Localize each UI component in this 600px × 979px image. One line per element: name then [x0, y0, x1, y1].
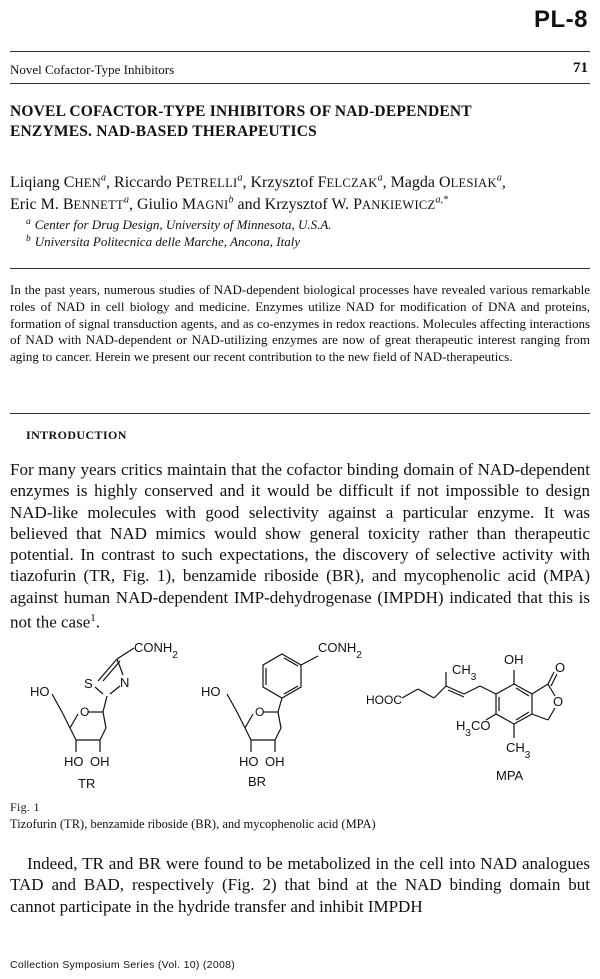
last-initial: O [439, 174, 451, 191]
br-compound-label: BR [248, 774, 267, 789]
section-heading: INTRODUCTION [26, 428, 127, 442]
br-conh2-label: $CONH_2$ [318, 640, 362, 661]
author-first-name: Krzysztof W. [264, 196, 354, 213]
last-rest: HEN [74, 176, 102, 190]
affiliation-line [26, 216, 332, 233]
author-last-name [182, 196, 229, 213]
mpa-ch3-bottom-label: $CH_3$ [506, 740, 531, 761]
header-rule-top [10, 51, 590, 52]
last-initial: P [175, 174, 185, 191]
affiliation-mark: a [377, 172, 383, 184]
running-title: Novel Cofactor-Type Inhibitors [10, 62, 175, 77]
author-first-name: Liqiang [10, 174, 64, 191]
author-conjunction: and [237, 196, 261, 213]
abstract-rule-bottom [10, 413, 590, 414]
author-last-name [64, 174, 101, 191]
tr-compound-label: TR [78, 776, 96, 791]
affiliation-mark: a [237, 172, 243, 184]
author-first-name: Eric M. [10, 196, 63, 213]
tr-n-label: N [120, 675, 130, 690]
figure-label: Fig. 1 [10, 800, 40, 814]
mpa-compound-label: MPA [496, 768, 524, 783]
tr-ho-low-label: HO [64, 754, 84, 769]
author-first-name: Krzysztof [250, 174, 318, 191]
session-badge: PL-8 [533, 6, 588, 33]
mpa-ch3-top-label: $CH_3$ [452, 662, 477, 683]
affiliation-key: b [26, 233, 31, 244]
last-initial: F [317, 174, 327, 191]
affiliation-mark: a [123, 194, 129, 206]
mpa-h3co-label: $H_3CO$ [456, 718, 491, 739]
last-initial: P [353, 196, 362, 213]
author-name [265, 196, 448, 213]
tr-ho-label: HO [30, 684, 50, 699]
author-name [114, 174, 242, 191]
author-first-name: Riccardo [114, 174, 176, 191]
last-rest: AGNI [196, 198, 229, 212]
author-name [391, 174, 502, 191]
author-name [137, 196, 234, 213]
affiliation-mark: a [101, 172, 107, 184]
author-last-name [63, 196, 124, 213]
mpa-hooc-label: HOOC [366, 693, 402, 707]
paragraph-end: . [95, 612, 100, 632]
abstract: In the past years, numerous studies of NAD-dependent biological processes have revealed various remarkable roles of NAD in cell biology and medicine. Enzymes utilize NAD for modification of DNA and proteins, formation of signal transduction agents, and as co-enzymes in redox reactions. Molecules affecting interactions of NAD with NAD-dependent or NAD-utilizing enzymes are now of great therapeutic interest ranging from aging to cancer. Herein we present our recent contribution to the new field of NAD-therapeutics. [10, 282, 590, 365]
br-oh-low-label: OH [265, 754, 285, 769]
affiliations [26, 216, 332, 250]
article-title [10, 102, 590, 142]
last-rest: ELCZAK [326, 176, 378, 190]
author-list: Liqiang CHEN$^a$, Riccardo PETRELLI$^a$, Krzysztof FELCZAK$^a$, Magda OLESIAK$^a$, Eric M. BENNETT$^a$, Giulio MAGNI$^b$ and Krzysztof W. $PANKIEWICZ^{a,*}$ [10, 172, 506, 213]
title-line: NOVEL COFACTOR-TYPE INHIBITORS OF NAD-DEPENDENT [10, 103, 472, 120]
author-last-name [176, 174, 238, 191]
page-number: 71 [573, 60, 588, 76]
author-name [10, 174, 106, 191]
paragraph-text: For many years critics maintain that the cofactor binding domain of NAD-dependent enzymes is highly conserved and it would be difficult if not impossible to design NAD-like molecules with good selectivity against a particular enzyme. It was believed that NAD mimics would show general toxicity rather than therapeutic potential. In contrast to such expectations, the discovery of selective activity with tiazofurin (TR, Fig. 1), benzamide riboside (BR), and mycophenolic acid (MPA) against human NAD-dependent IMP-dehydrogenase (IMPDH) indicated that this is not the case [10, 460, 590, 632]
last-rest: ANKIEWICZ [361, 198, 436, 212]
header-rule-bottom [10, 83, 590, 84]
body-paragraph: Indeed, TR and BR were found to be metabolized in the cell into NAD analogues TAD and BAD, respectively (Fig. 2) that bind at the NAD binding domain but cannot participate in the hydride transfer and inhibit IMPDH [10, 854, 590, 916]
figure-1-structures [20, 634, 580, 794]
last-rest: ENNETT [73, 198, 124, 212]
tr-conh2-label: $CONH_2$ [134, 640, 178, 661]
author-name [10, 196, 129, 213]
intro-paragraph [10, 459, 590, 633]
affiliation-text: Center for Drug Design, University of Minnesota, U.S.A. [34, 217, 332, 232]
title-line: ENZYMES. NAD-BASED THERAPEUTICS [10, 123, 317, 140]
last-rest: ETRELLI [184, 176, 238, 190]
affiliation-mark: a [496, 172, 502, 184]
last-initial: C [63, 174, 75, 191]
author-name [250, 174, 382, 191]
author-last-name [318, 174, 378, 191]
last-initial: M [181, 196, 197, 213]
br-ho-label: HO [201, 684, 221, 699]
author-last-name [439, 174, 497, 191]
mpa-o-ring-label: O [553, 694, 564, 709]
tr-o-label: O [80, 705, 90, 719]
affiliation-line [26, 233, 332, 250]
author-last-name [353, 196, 435, 213]
affiliation-text: Universita Politecnica delle Marche, Ancona, Italy [34, 234, 301, 249]
affiliation-mark: a,* [435, 194, 448, 206]
last-rest: LESIAK [450, 176, 497, 190]
abstract-rule-top [10, 268, 590, 269]
last-initial: B [62, 196, 74, 213]
affiliation-mark: b [228, 194, 234, 206]
citation-ref[interactable]: 1 [90, 612, 96, 625]
tr-oh-low-label: OH [90, 754, 110, 769]
br-o-label: O [255, 705, 265, 719]
page-footer: Collection Symposium Series (Vol. 10) (2008) [10, 959, 236, 971]
affiliation-key: a [26, 216, 31, 227]
mpa-o-keto-label: O [555, 660, 566, 675]
br-ho-low-label: HO [239, 754, 259, 769]
author-first-name: Magda [390, 174, 440, 191]
mpa-oh-label: OH [504, 652, 524, 667]
tr-s-label: S [84, 676, 93, 691]
author-first-name: Giulio [136, 196, 182, 213]
figure-caption: Tizofurin (TR), benzamide riboside (BR), and mycophenolic acid (MPA) [10, 817, 376, 831]
